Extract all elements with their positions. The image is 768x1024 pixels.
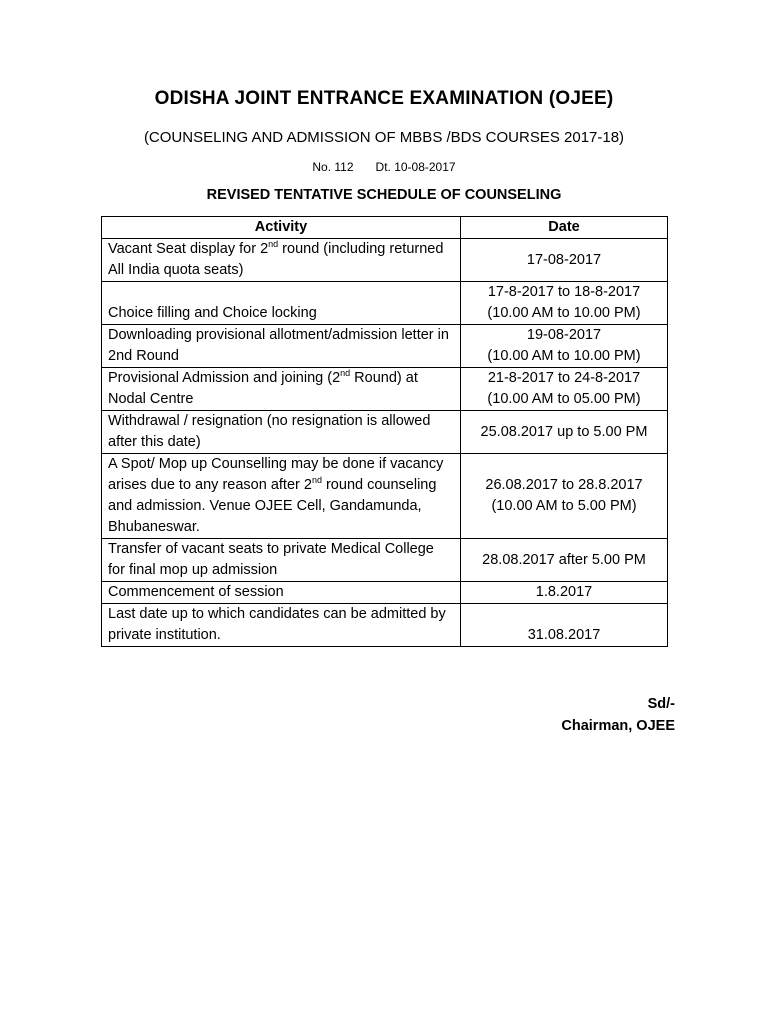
table-row bbox=[102, 282, 668, 325]
activity-cell: Downloading provisional allotment/admission letter in 2nd Round bbox=[102, 325, 461, 368]
schedule-heading: REVISED TENTATIVE SCHEDULE OF COUNSELING bbox=[206, 187, 562, 203]
date-cell: 21-8-2017 to 24-8-2017 (10.00 AM to 05.00 PM) bbox=[461, 368, 668, 411]
table-row bbox=[102, 582, 668, 604]
document-title: ODISHA JOINT ENTRANCE EXAMINATION (OJEE) bbox=[154, 88, 614, 109]
activity-column-header: Activity bbox=[102, 217, 461, 239]
date-column-header: Date bbox=[461, 217, 668, 239]
table-row bbox=[102, 454, 668, 539]
activity-cell: Vacant Seat display for 2nd round (including returned All India quota seats) bbox=[102, 239, 461, 282]
schedule-table bbox=[101, 216, 668, 647]
date-cell: 26.08.2017 to 28.8.2017 (10.00 AM to 5.00 PM) bbox=[461, 454, 668, 539]
table-row bbox=[102, 411, 668, 454]
activity-cell: Commencement of session bbox=[102, 582, 461, 604]
activity-cell: Transfer of vacant seats to private Medical College for final mop up admission bbox=[102, 539, 461, 582]
document-subtitle: (COUNSELING AND ADMISSION OF MBBS /BDS COURSES 2017-18) bbox=[143, 129, 625, 146]
table-row bbox=[102, 239, 668, 282]
activity-cell: Choice filling and Choice locking bbox=[102, 282, 461, 325]
table-row bbox=[102, 368, 668, 411]
activity-cell: Withdrawal / resignation (no resignation is allowed after this date) bbox=[102, 411, 461, 454]
table-row bbox=[102, 539, 668, 582]
signature-block bbox=[561, 693, 675, 737]
date-cell: 17-8-2017 to 18-8-2017 (10.00 AM to 10.00 PM) bbox=[461, 282, 668, 325]
activity-cell: Provisional Admission and joining (2nd Round) at Nodal Centre bbox=[102, 368, 461, 411]
date-cell: 28.08.2017 after 5.00 PM bbox=[461, 539, 668, 582]
date-cell: 25.08.2017 up to 5.00 PM bbox=[461, 411, 668, 454]
signatory-title: Chairman, OJEE bbox=[561, 718, 675, 734]
date-cell: 31.08.2017 bbox=[461, 604, 668, 647]
table-header-row bbox=[102, 217, 668, 239]
date-cell: 17-08-2017 bbox=[461, 239, 668, 282]
reference-line bbox=[0, 160, 768, 174]
activity-cell: Last date up to which candidates can be admitted by private institution. bbox=[102, 604, 461, 647]
activity-cell: A Spot/ Mop up Counselling may be done if vacancy arises due to any reason after 2nd round counseling and admission. Venue OJEE Cell, Gandamunda, Bhubaneswar. bbox=[102, 454, 461, 539]
date-cell: 19-08-2017 (10.00 AM to 10.00 PM) bbox=[461, 325, 668, 368]
date-cell: 1.8.2017 bbox=[461, 582, 668, 604]
reference-number: No. 112 bbox=[312, 160, 354, 174]
table-row bbox=[102, 325, 668, 368]
signature-mark: Sd/- bbox=[647, 696, 675, 712]
reference-date: Dt. 10-08-2017 bbox=[375, 160, 456, 174]
table-row bbox=[102, 604, 668, 647]
